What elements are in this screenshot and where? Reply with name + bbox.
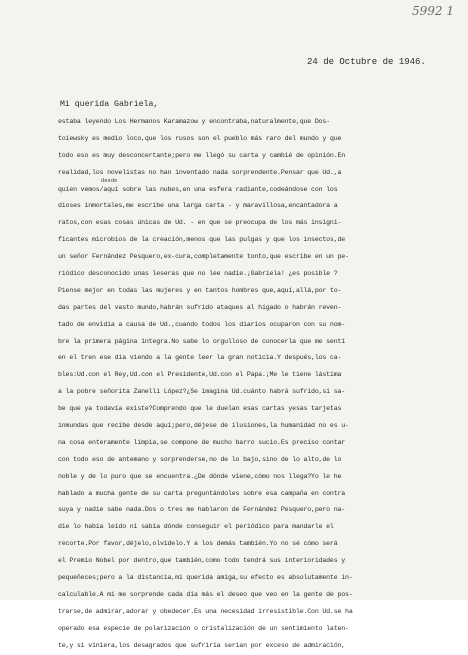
body-line: hablado a mucha gente de su carta preguntándoles sobre esa campaña en contra [58, 489, 346, 497]
body-line: toiewsky es medio loco,que los rusos son el pueblo más raro del mundo y que [58, 134, 342, 142]
archive-number: 5992 1 [412, 4, 454, 18]
body-line: tado de envidia a causa de Ud.,cuando todos los diarios ocuparon con su nom- [58, 320, 346, 328]
body-line: recorte.Por favor,déjelo,olvídelo.Y a los demás también.Yo no sé cómo será [58, 540, 338, 548]
body-line: quien vemos/aquí sobre las nubes,en una esfera radiante,codeándose con los [58, 185, 338, 193]
letter-body [58, 114, 460, 655]
body-line: riódico desconocido unas leseras que no lee nadie.¡Gabriela! ¿es posible ? [58, 270, 338, 278]
body-line: pequeñeces;pero a la distancia,mi querida amiga,su efecto es absolutamente in- [58, 574, 353, 582]
interlinear-insertion: desde [101, 178, 118, 184]
body-line: ratos,con esas cosas únicas de Ud. - en que se preocupa de los más insigni- [58, 219, 342, 227]
body-line: die lo había leído ni sabía dónde conseguir el periódico para mandarle el [58, 523, 334, 531]
body-line: na cosa enteramente limpia,se compone de mucho barro sucio.Es preciso contar [58, 438, 346, 446]
body-line: el Premio Nobel por dentro,que también,como todo tendrá sus interioridades y [58, 557, 346, 565]
body-line: suya y nadie sabe nada.Dos o tres me hablaron de Fernández Pesquero,pero na- [58, 506, 346, 514]
body-line: ficantes microbios de la creación,menos que las pulgas y que los insectos,de [58, 236, 346, 244]
letter-date: 24 de Octubre de 1946. [307, 57, 426, 67]
body-line: un señor Fernández Pesquero,ex-cura,completamente tonto,que escribe en un pe- [58, 253, 349, 261]
body-line: estaba leyendo Los Hermanos Karamazow y encontraba,naturalmente,que Dos- [58, 118, 330, 125]
body-line: dioses inmortales,me escribe una larga carta - y maravillosa,encantadora a [58, 202, 338, 210]
body-line: a la pobre señorita Zanelli López?¿Se imagina Ud.cuánto habrá sufrido,si sa- [58, 388, 346, 396]
body-line: realidad,los novelistas no han inventado nada sorprendente.Pensar que Ud.,a [58, 168, 342, 176]
body-line: bles:Ud.con el Rey,Ud.con el Presidente,Ud.con el Papa.¡Me le tiene lástima [58, 371, 342, 379]
body-line: noble y de lo puro que se encuentra.¿De dónde viene,cómo nos llega?Yo le he [58, 472, 342, 480]
body-line: das partes del vasto mundo,habrán sufrido ataques al hígado o habrán reven- [58, 303, 342, 311]
body-line: en el tren ese día viendo a la gente leer la gran noticia.Y después,los ca- [58, 354, 342, 362]
body-line: be que ya todavía existe?Comprendo que le duelan esas cartas yesas tarjetas [58, 405, 342, 413]
body-line: calculable.A mí me sorprende cada día más el deseo que veo en la gente de pos- [58, 590, 353, 598]
body-line: bre la primera página íntegra.No sabe lo orgulloso de conocerla que me sentí [58, 337, 346, 345]
body-line: inmundas que recibe desde aquí;pero,déjese de ilusiones,la humanidad no es u- [58, 422, 349, 430]
body-line: Piense mejor en todas las mujeres y en tantos hombres que,aquí,allá,por to- [58, 286, 342, 294]
body-line: operado esa especie de polarización o cristalización de un sentimiento laten- [58, 624, 349, 632]
salutation: Mi querida Gabriela, [60, 100, 159, 109]
body-line: todo eso es muy desconcertante;pero me llegó su carta y cambié de opinión.En [58, 151, 346, 159]
body-line: trarse,de admirar,adorar y obedecer.Es una necesidad irresistible.Con Ud.se ha [58, 607, 353, 615]
body-line: te,y si viniera,los desagrados que sufriría serían por exceso de admiración, [58, 641, 346, 649]
body-line: con todo eso de antemano y sorprenderse,no de lo bajo,sino de lo alto,de lo [58, 455, 342, 463]
